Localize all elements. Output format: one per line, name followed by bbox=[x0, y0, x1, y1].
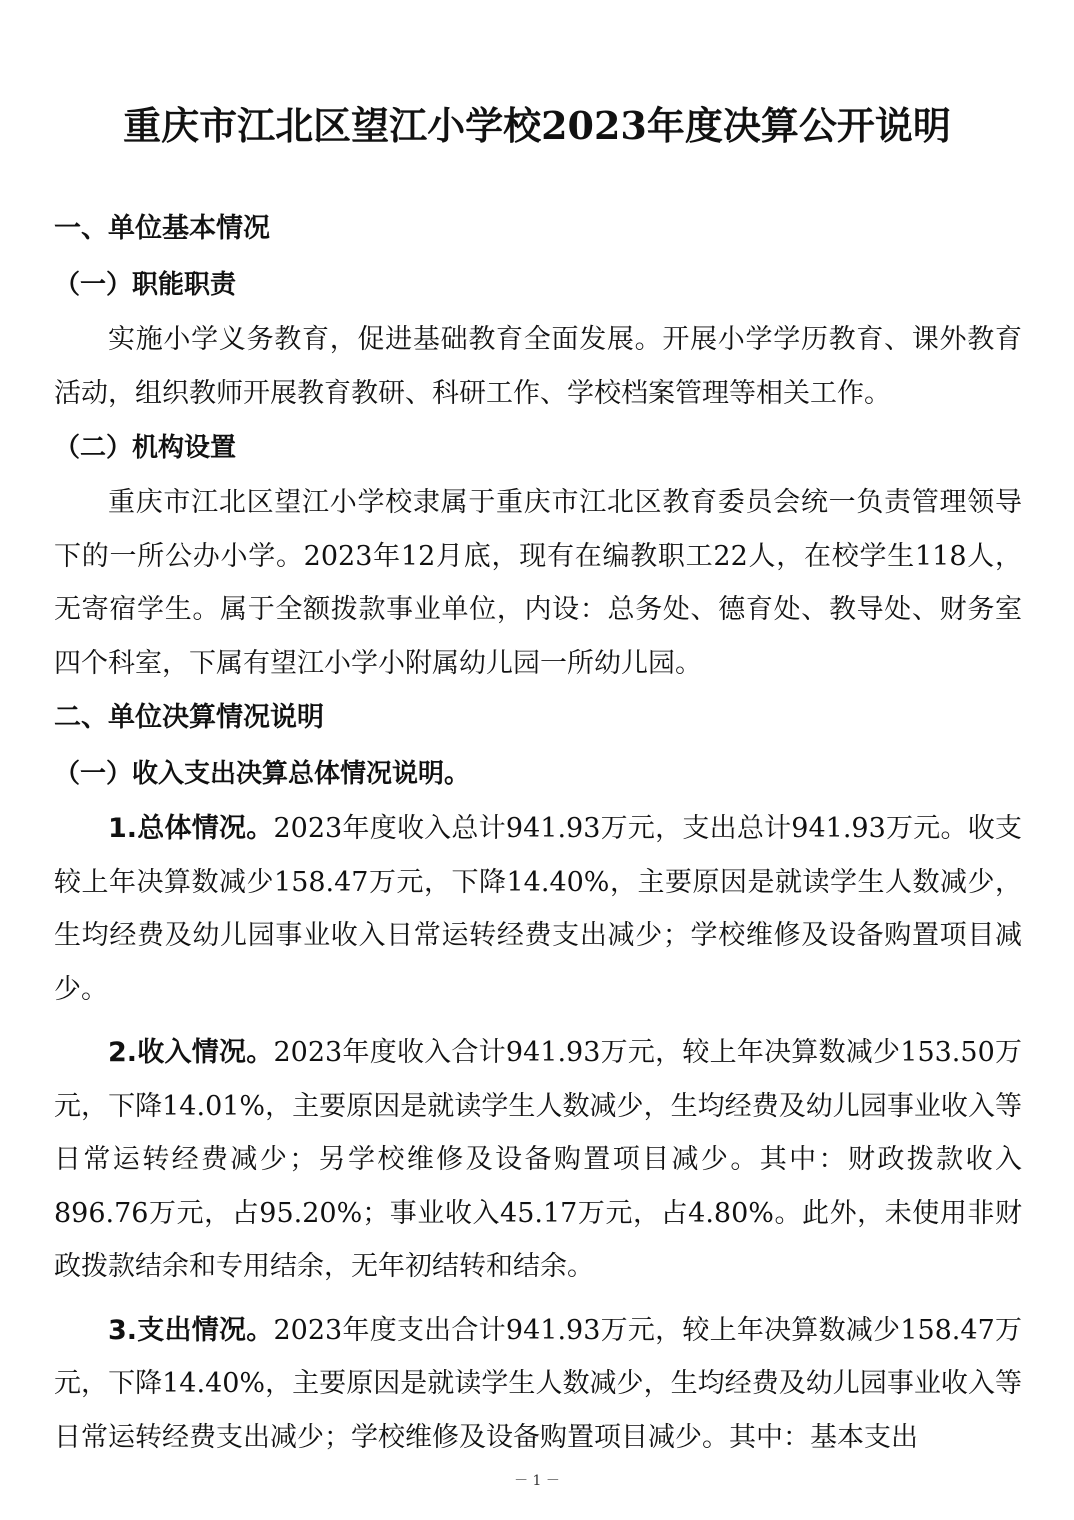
paragraph-expense bbox=[54, 1304, 1022, 1465]
paragraph-text-income: 2023年度收入合计941.93万元，较上年决算数减少153.50万元，下降14.01%，主要原因是就读学生人数减少，生均经费及幼儿园事业收入等日常运转经费减少；另学校维修及设备购置项目减少。其中：财政拨款收入896.76万元，占95.20%；事业收入45.17万元，占4.80%。此外，未使用非财政拨款结余和专用结余，无年初结转和结余。 bbox=[54, 1037, 1022, 1282]
subsection-heading-organization: （二）机构设置 bbox=[54, 433, 237, 463]
paragraph-lead-overall: 1.总体情况。 bbox=[108, 813, 274, 844]
section-heading-budget-explanation: 二、单位决算情况说明 bbox=[54, 702, 324, 733]
section-heading-basic-info: 一、单位基本情况 bbox=[54, 213, 270, 244]
paragraph-duties: 实施小学义务教育，促进基础教育全面发展。开展小学学历教育、课外教育活动，组织教师开展教育教研、科研工作、学校档案管理等相关工作。 bbox=[54, 324, 1022, 409]
subsection-heading-duties: （一）职能职责 bbox=[54, 270, 237, 300]
subsection-heading-income-expense: （一）收入支出决算总体情况说明。 bbox=[54, 759, 471, 789]
document-title: 重庆市江北区望江小学校2023年度决算公开说明 bbox=[123, 103, 951, 148]
paragraph-lead-income: 2.收入情况。 bbox=[108, 1037, 274, 1068]
paragraph-income bbox=[54, 1026, 1022, 1294]
paragraph-text-expense: 2023年度支出合计941.93万元，较上年决算数减少158.47万元，下降14.40%，主要原因是就读学生人数减少，生均经费及幼儿园事业收入等日常运转经费支出减少；学校维修及设备购置项目减少。其中：基本支出 bbox=[54, 1314, 1022, 1453]
paragraph-text-overall: 2023年度收入总计941.93万元，支出总计941.93万元。收支较上年决算数减少158.47万元，下降14.40%，主要原因是就读学生人数减少，生均经费及幼儿园事业收入日常运转经费支出减少；学校维修及设备购置项目减少。 bbox=[54, 813, 1022, 1005]
paragraph-overall bbox=[54, 802, 1022, 1016]
page-number: － 1 － bbox=[514, 1473, 560, 1489]
paragraph-organization: 重庆市江北区望江小学校隶属于重庆市江北区教育委员会统一负责管理领导下的一所公办小学。2023年12月底，现有在编教职工22人，在校学生118人，无寄宿学生。属于全额拨款事业单位，内设：总务处、德育处、教导处、财务室四个科室，下属有望江小学小附属幼儿园一所幼儿园。 bbox=[54, 487, 1022, 679]
paragraph-lead-expense: 3.支出情况。 bbox=[108, 1314, 274, 1346]
document-body bbox=[54, 201, 1022, 1464]
